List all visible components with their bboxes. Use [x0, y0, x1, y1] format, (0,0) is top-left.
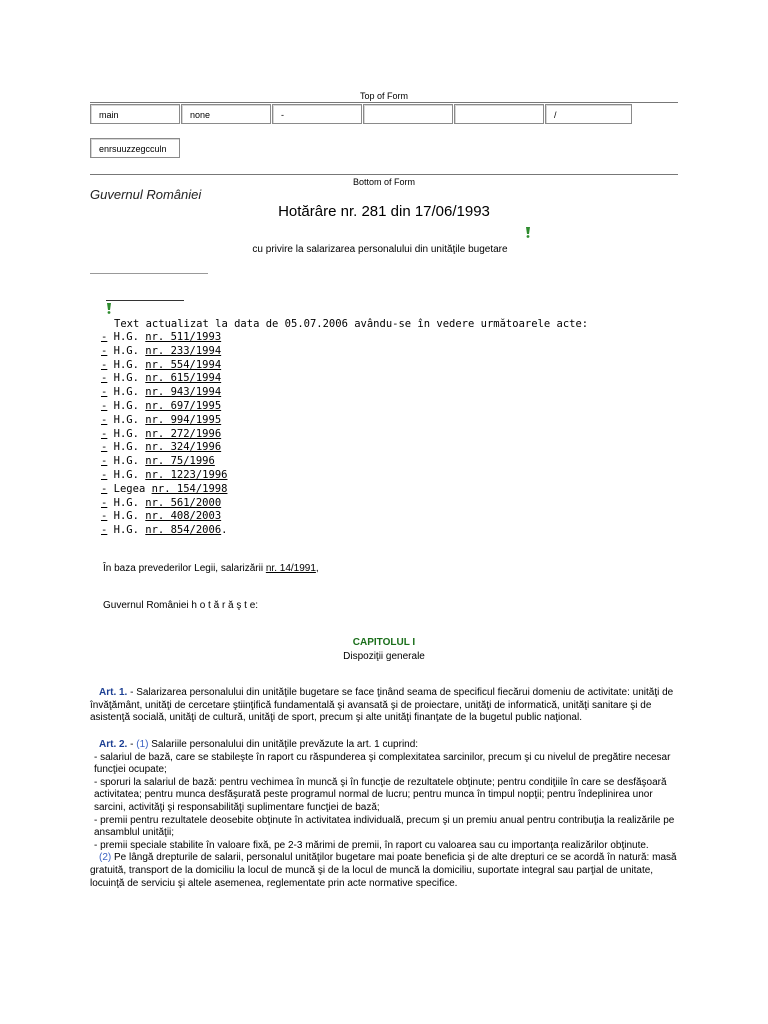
act-link[interactable]: nr. 697/1995 — [145, 399, 222, 412]
act-dash[interactable]: - — [101, 510, 108, 523]
act-link[interactable]: nr. 511/1993 — [145, 331, 222, 343]
article-2-heading — [90, 739, 680, 752]
act-item — [101, 400, 227, 414]
law-link[interactable]: nr. 14/1991 — [265, 563, 316, 574]
act-link[interactable]: nr. 554/1994 — [145, 358, 222, 371]
act-type: H.G. — [113, 468, 139, 481]
act-type: H.G. — [113, 441, 139, 454]
act-tail: . — [221, 524, 228, 537]
form-field-4[interactable] — [363, 104, 453, 124]
act-type: H.G. — [113, 358, 139, 371]
bottom-of-form-label: Bottom of Form — [352, 177, 415, 187]
page-subtitle: cu privire la salarizarea personalului din unităţile bugetare — [252, 244, 508, 255]
act-link[interactable]: nr. 561/2000 — [145, 496, 222, 509]
act-item — [101, 372, 227, 386]
act-dash[interactable]: - — [101, 524, 108, 537]
act-dash[interactable]: - — [101, 413, 108, 426]
chapter-title: CAPITOLUL I — [352, 637, 416, 648]
act-item — [101, 441, 227, 455]
act-item — [101, 386, 227, 400]
act-dash[interactable]: - — [101, 372, 108, 385]
act-item — [101, 469, 227, 483]
decision-line: Guvernul României h o t ă r ă ş t e: — [103, 600, 259, 611]
act-type: H.G. — [113, 455, 139, 468]
form-top-rule — [90, 102, 678, 103]
article-1-number: Art. 1. — [99, 687, 128, 698]
divider-small — [106, 300, 184, 301]
article-2 — [90, 739, 680, 890]
basis-prefix: În baza prevederilor Legii, salarizării — [103, 563, 266, 574]
acts-intro: Text actualizat la data de 05.07.2006 avându-se în vedere următoarele acte: — [114, 318, 589, 330]
act-link[interactable]: nr. 854/2006 — [145, 524, 222, 537]
article-2-text: Salariile personalului din unităţile prevăzute la art. 1 cuprind: — [148, 739, 419, 750]
act-dash[interactable]: - — [101, 496, 108, 509]
act-link[interactable]: nr. 154/1998 — [151, 482, 228, 495]
basis-suffix: , — [315, 563, 319, 574]
act-type: H.G. — [113, 496, 139, 509]
act-dash[interactable]: - — [101, 399, 108, 412]
act-dash[interactable]: - — [101, 344, 108, 357]
act-link[interactable]: nr. 75/1996 — [145, 455, 215, 468]
page-title: Hotărâre nr. 281 din 17/06/1993 — [278, 203, 490, 220]
top-of-form-label: Top of Form — [359, 91, 408, 101]
act-item — [101, 414, 227, 428]
form-field-6[interactable]: / — [545, 104, 632, 124]
act-item — [101, 497, 227, 511]
act-item — [101, 428, 227, 442]
act-link[interactable]: nr. 994/1995 — [145, 413, 222, 426]
form-field-5[interactable] — [454, 104, 544, 124]
act-link[interactable]: nr. 943/1994 — [145, 386, 222, 399]
chapter-subtitle: Dispoziţii generale — [343, 651, 425, 662]
article-2-number: Art. 2. — [99, 739, 128, 750]
act-type: H.G. — [113, 372, 139, 385]
act-dash[interactable]: - — [101, 468, 108, 481]
act-dash[interactable]: - — [101, 331, 108, 343]
form-field-3[interactable]: - — [272, 104, 362, 124]
act-type: H.G. — [113, 344, 139, 357]
acts-list — [101, 331, 227, 538]
note-marker-icon[interactable] — [106, 303, 112, 314]
act-item — [101, 331, 227, 345]
act-dash[interactable]: - — [101, 427, 108, 440]
act-type: H.G. — [113, 524, 139, 537]
act-dash[interactable]: - — [101, 455, 108, 468]
government-name: Guvernul României — [90, 187, 202, 202]
article-2-bullet: - premii pentru rezultatele deosebite obţinute în activitatea individuală, precum şi un premiu anual pentru contribuţia la realizările pe ansamblul unităţii; — [94, 814, 675, 839]
act-type: H.G. — [113, 413, 139, 426]
act-item — [101, 510, 227, 524]
act-type: H.G. — [113, 399, 139, 412]
act-link[interactable]: nr. 233/1994 — [145, 344, 222, 357]
act-dash[interactable]: - — [101, 386, 108, 399]
act-type: H.G. — [113, 331, 139, 343]
act-link[interactable]: nr. 272/1996 — [145, 427, 222, 440]
act-item — [101, 455, 227, 469]
article-2-bullet: - premii speciale stabilite în valoare fixă, pe 2-3 mărimi de premii, în raport cu valoarea sau cu importanţa realizărilor obţinute. — [94, 839, 649, 851]
article-2-bullet: - sporuri la salariul de bază: pentru vechimea în muncă şi în funcţie de rezultatele obţinute; pentru condiţiile în care se desfăşoară activitatea; pentru munca desfăşurată peste programul normal de lucru; pentru munca în timpul nopţii; pentru îndeplinirea unor sarcini, activităţi şi responsabilităţi suplimentare funcţiei de bază; — [94, 776, 667, 813]
act-item — [101, 345, 227, 359]
article-2-bullet: - salariul de bază, care se stabileşte în raport cu răspunderea şi complexitatea sarcinilor, precum şi cu nivelul de pregătire necesar funcţiei ocupate; — [94, 751, 671, 776]
article-1 — [90, 687, 680, 725]
act-type: Legea — [113, 482, 146, 495]
act-item — [101, 524, 227, 538]
act-item — [101, 483, 227, 497]
form-field-1[interactable]: main — [90, 104, 180, 124]
form-field-7[interactable]: enrsuuzzegcculn — [90, 138, 180, 158]
act-type: H.G. — [113, 510, 139, 523]
act-link[interactable]: nr. 1223/1996 — [145, 468, 228, 481]
divider-short — [90, 273, 208, 274]
article-2-para-2 — [90, 852, 680, 890]
act-link[interactable]: nr. 408/2003 — [145, 510, 222, 523]
form-field-2[interactable]: none — [181, 104, 271, 124]
article-1-text: - Salarizarea personalului din unităţile bugetare se face ţinând seama de specificul fiecărui domeniu de activitate: unităţi de învăţământ, unităţi de cercetare ştiinţifică fundamentală şi avansată şi de proiectare, unităţi de informatică, unităţi sanitare şi de asistenţă socială, unităţi de cultură, unităţi de sport, precum şi alte unităţi finanţate de la bugetul public naţional. — [90, 687, 674, 724]
article-2-dash: - — [127, 739, 137, 750]
article-2-para-2-number: (2) — [99, 852, 112, 864]
note-marker-icon[interactable] — [525, 227, 531, 238]
act-link[interactable]: nr. 615/1994 — [145, 372, 222, 385]
act-type: H.G. — [113, 386, 139, 399]
form-bottom-rule — [90, 174, 678, 175]
act-type: H.G. — [113, 427, 139, 440]
basis-paragraph — [103, 563, 319, 574]
act-link[interactable]: nr. 324/1996 — [145, 441, 222, 454]
act-dash[interactable]: - — [101, 441, 108, 454]
act-item — [101, 359, 227, 373]
act-dash[interactable]: - — [101, 358, 108, 371]
article-2-para-1-number: (1) — [136, 739, 149, 750]
article-2-para-2-text: Pe lângă drepturile de salarii, personalul unităţilor bugetare mai poate beneficia şi de alte drepturi ce se acordă în natură: masă gratuită, transport de la domiciliu la locul de muncă şi de la locul de muncă la domiciliu, suportate integral sau parţial de unitate, locuinţă de serviciu şi altele asemenea, reglementate prin acte normative specifice. — [90, 852, 677, 889]
act-dash[interactable]: - — [101, 482, 108, 495]
